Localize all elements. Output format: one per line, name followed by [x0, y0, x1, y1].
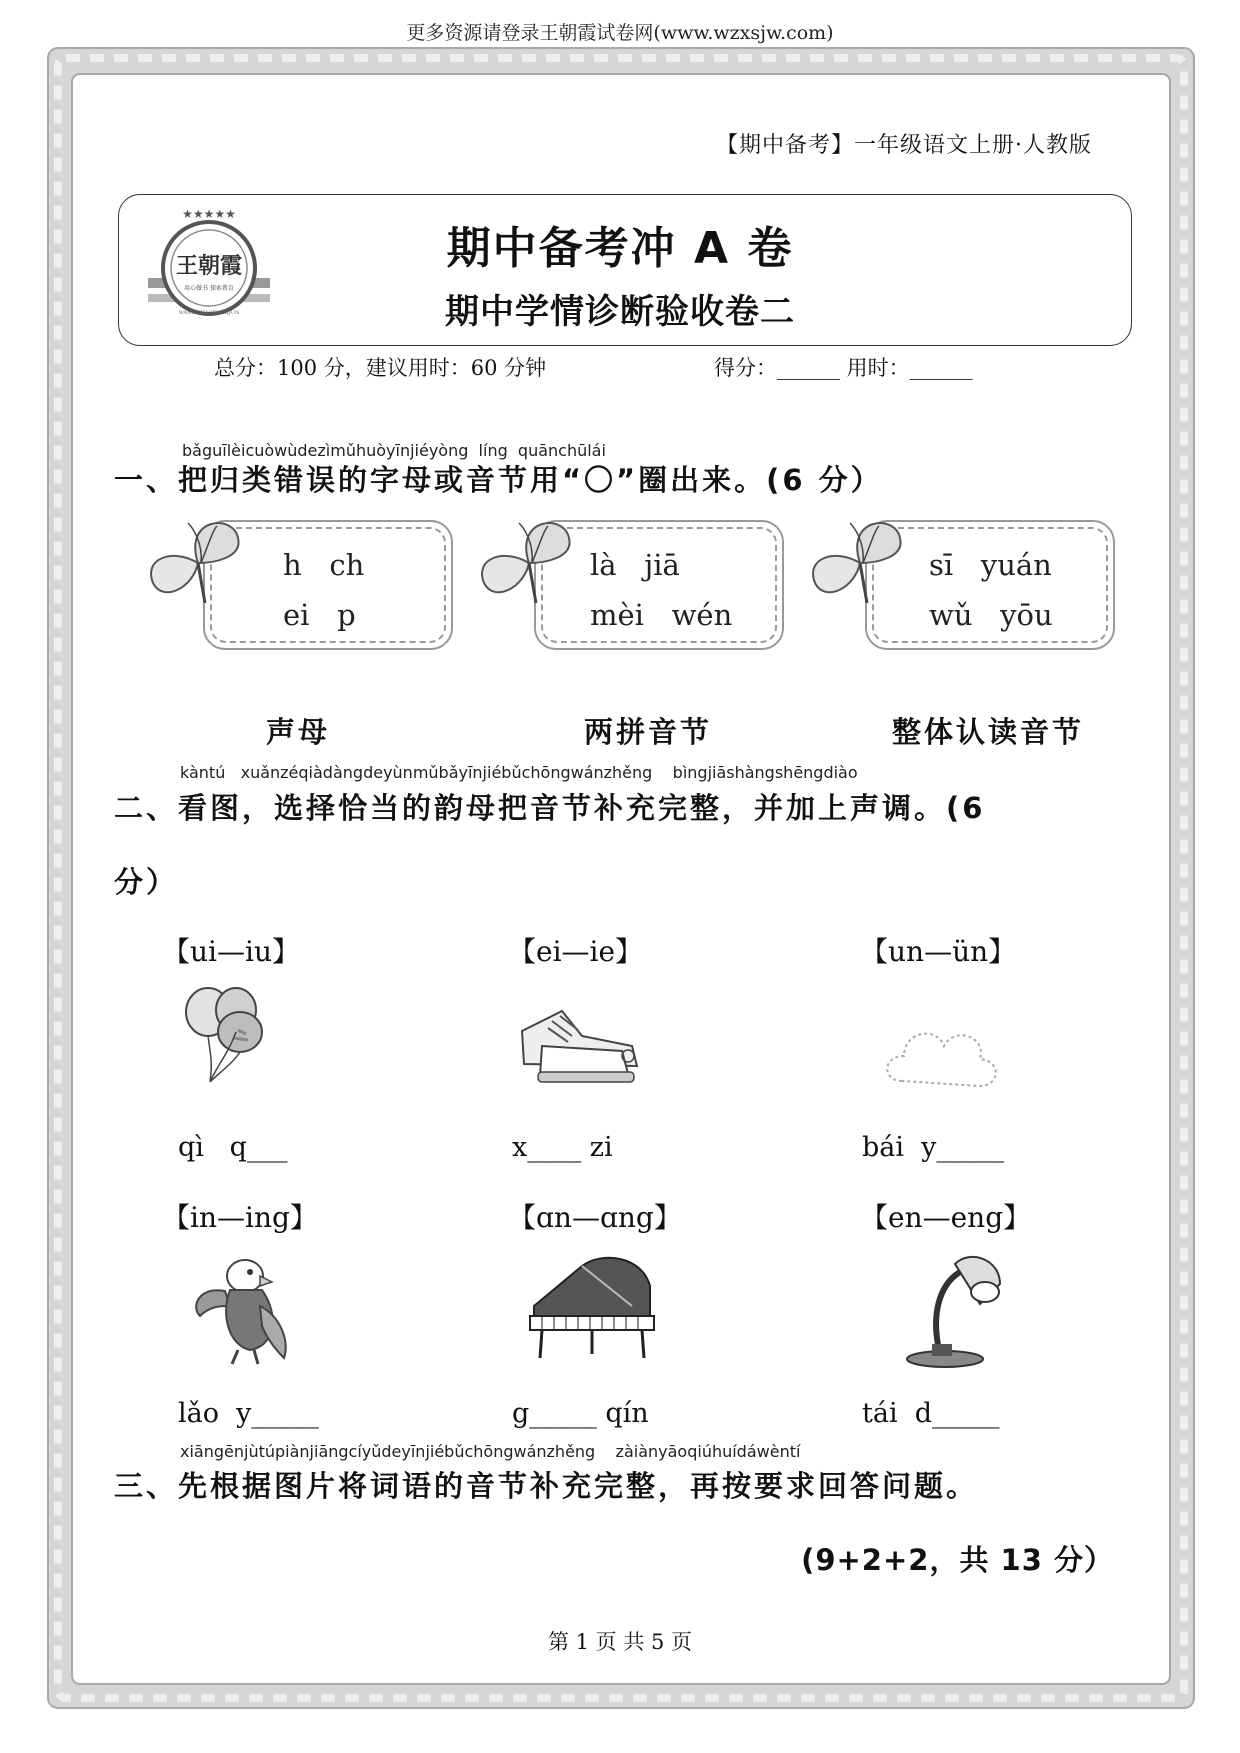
q2-option: 【un—ün】: [860, 935, 1017, 968]
q2-pinyin: kàntú xuǎnzéqiàdàngdeyùnmǔbǎyīnjiébǔchōngwánzhěng bìngjiāshàngshēngdiào: [180, 763, 858, 782]
main-title: 期中备考冲 A 卷: [446, 223, 794, 274]
eagle-icon: [180, 1246, 310, 1376]
q3-title: 三、先根据图片将词语的音节补充完整，再按要求回答问题。: [114, 1469, 979, 1503]
q2-answer-blank[interactable]: qì q___: [178, 1132, 288, 1163]
q2-answer-blank[interactable]: x____ zi: [512, 1132, 613, 1163]
shoes-icon: [512, 976, 652, 1096]
desk-lamp-icon: [900, 1244, 1010, 1374]
q2-option: 【in—ing】: [162, 1201, 318, 1234]
score-fields: 得分：______ 用时：______: [714, 356, 973, 380]
q1-category: 整体认读音节: [891, 715, 1084, 749]
score-info: 总分：100 分，建议用时：60 分钟: [214, 356, 547, 380]
q3-pinyin: xiāngēnjùtúpiànjiāngcíyǔdeyīnjiébǔchōngwánzhěng zàiànyāoqiúhuídáwèntí: [180, 1442, 801, 1461]
q2-title-cont: 分）: [114, 865, 179, 899]
q2-option: 【ɑn—ɑng】: [508, 1201, 682, 1234]
cloud-icon: [882, 996, 1002, 1116]
q2-title: 二、看图，选择恰当的韵母把音节补充完整，并加上声调。(6: [114, 791, 986, 825]
q3-score: (9+2+2，共 13 分）: [801, 1543, 1114, 1577]
card-line: wǔ yōu: [929, 598, 1053, 632]
q2-option: 【ei—ie】: [508, 935, 644, 968]
balloon-icon: [168, 982, 288, 1102]
q1-category: 声母: [265, 715, 330, 749]
card-line: sī yuán: [929, 548, 1052, 582]
page-footer: 第 1 页 共 5 页: [547, 1630, 693, 1654]
card-line: là jiā: [590, 548, 680, 582]
q2-option: 【ui—iu】: [162, 935, 300, 968]
q2-answer-blank[interactable]: g_____ qín: [512, 1398, 649, 1429]
sub-title: 期中学情诊断验收卷二: [445, 292, 795, 332]
q2-answer-blank[interactable]: tái d_____: [862, 1398, 1000, 1429]
q2-option: 【en—eng】: [860, 1201, 1032, 1234]
card-line: ei p: [283, 598, 356, 632]
card-line: mèi wén: [590, 598, 733, 632]
q2-answer-blank[interactable]: lǎo y_____: [178, 1398, 319, 1429]
q1-category: 两拼音节: [583, 715, 712, 749]
top-note: 更多资源请登录王朝霞试卷网(www.wzxsjw.com): [406, 22, 834, 44]
piano-icon: [522, 1246, 662, 1366]
butterfly-icon: [143, 508, 253, 618]
butterfly-icon: [805, 508, 915, 618]
q1-pinyin: bǎguīlèicuòwùdezìmǔhuòyīnjiéyòng líng quānchūlái: [182, 441, 606, 460]
series-label: 【期中备考】一年级语文上册·人教版: [716, 133, 1092, 158]
butterfly-icon: [474, 508, 584, 618]
logo-slogan-text: 用心做书 探索教育: [184, 285, 234, 292]
card-line: h ch: [283, 548, 365, 582]
logo-ring-text: WANG ZHAOXIA XIJUN: [178, 310, 240, 316]
logo-brand-text: 王朝霞: [175, 253, 243, 279]
q1-title: 一、把归类错误的字母或音节用“〇”圈出来。(6 分）: [114, 463, 883, 497]
svg-text:★★★★★: ★★★★★: [182, 208, 236, 221]
q2-answer-blank[interactable]: bái y_____: [862, 1132, 1004, 1163]
